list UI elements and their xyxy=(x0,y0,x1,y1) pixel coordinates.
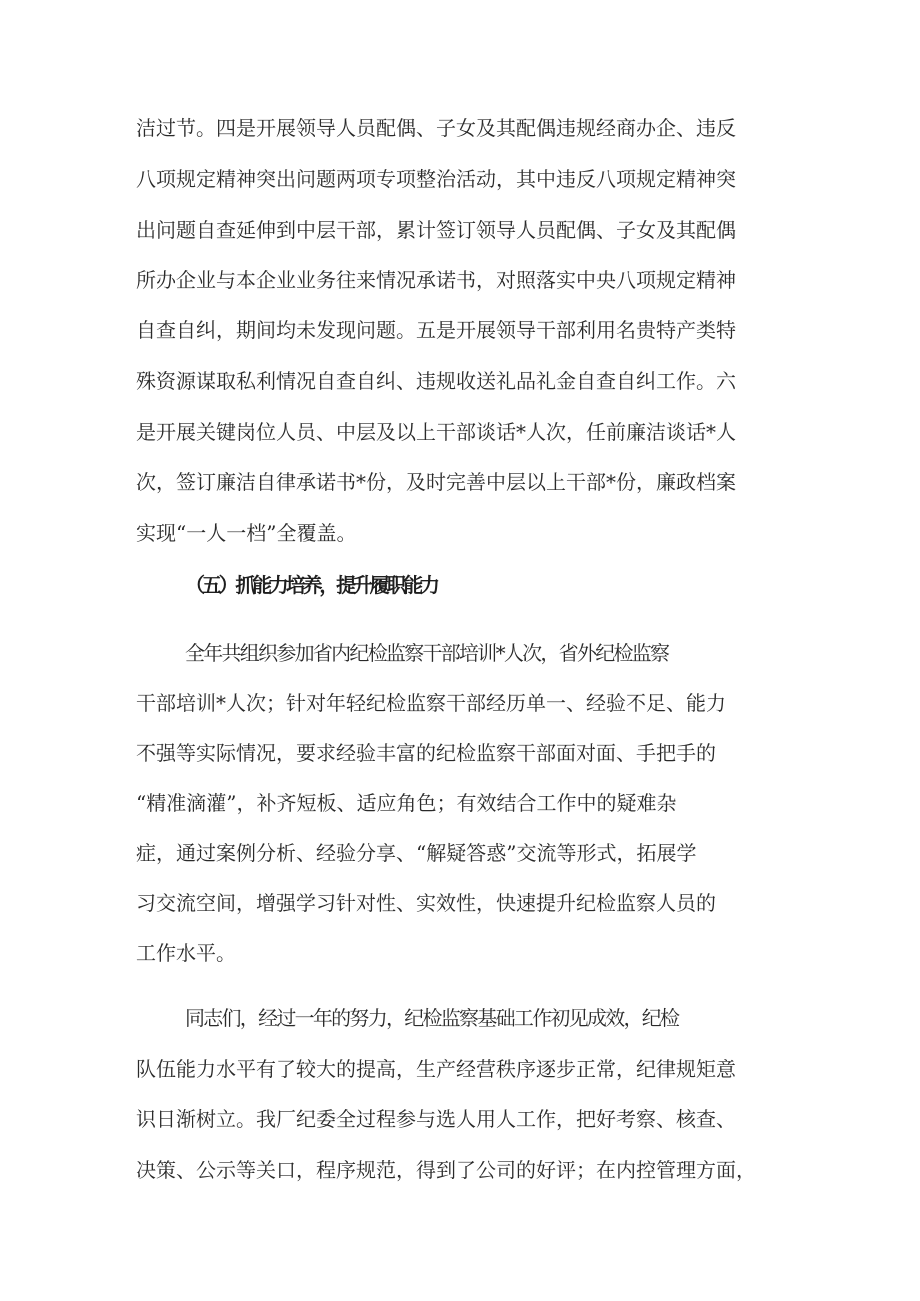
paragraph-1-line: 自查自纠，期间均未发现问题。五是开展领导干部利用名贵特产类特 xyxy=(136,318,736,342)
paragraph-3-line: 识日渐树立。我厂纪委全过程参与选人用人工作，把好考察、核查、 xyxy=(136,1107,736,1131)
paragraph-2-line: 不强等实际情况，要求经验丰富的纪检监察干部面对面、手把手的 xyxy=(136,741,716,765)
section-heading: （五）抓能力培养，提升履职能力 xyxy=(185,573,437,597)
paragraph-1-line: 八项规定精神突出问题两项专项整治活动，其中违反八项规定精神突 xyxy=(136,167,736,191)
paragraph-2-line: 症，通过案例分析、经验分享、“解疑答惑”交流等形式，拓展学 xyxy=(136,841,697,865)
paragraph-1-line: 是开展关键岗位人员、中层及以上干部谈话*人次，任前廉洁谈话*人 xyxy=(136,420,736,444)
paragraph-1-line: 殊资源谋取私利情况自查自纠、违规收送礼品礼金自查自纠工作。六 xyxy=(136,369,736,393)
paragraph-2-line: 习交流空间，增强学习针对性、实效性，快速提升纪检监察人员的 xyxy=(136,891,716,915)
paragraph-1-line: 实现“一人一档”全覆盖。 xyxy=(136,521,357,545)
paragraph-1-line: 洁过节。四是开展领导人员配偶、子女及其配偶违规经商办企、违反 xyxy=(136,116,736,140)
paragraph-3-line: 队伍能力水平有了较大的提高，生产经营秩序逐步正常，纪律规矩意 xyxy=(136,1057,736,1081)
paragraph-1-line: 出问题自查延伸到中层干部，累计签订领导人员配偶、子女及其配偶 xyxy=(136,218,736,242)
paragraph-3-line: 同志们，经过一年的努力，纪检监察基础工作初见成效，纪检 xyxy=(185,1006,679,1030)
paragraph-2-line: 全年共组织参加省内纪检监察干部培训*人次，省外纪检监察 xyxy=(185,641,669,665)
paragraph-2-line: “精准滴灌”，补齐短板、适应角色；有效结合工作中的疑难杂 xyxy=(136,791,677,815)
paragraph-1-line: 所办企业与本企业业务往来情况承诺书，对照落实中央八项规定精神 xyxy=(136,268,736,292)
paragraph-1-line: 次，签订廉洁自律承诺书*份，及时完善中层以上干部*份，廉政档案 xyxy=(136,470,736,494)
paragraph-2-line: 干部培训*人次；针对年轻纪检监察干部经历单一、经验不足、能力 xyxy=(136,691,726,715)
paragraph-3-line: 决策、公示等关口，程序规范，得到了公司的好评；在内控管理方面， xyxy=(136,1158,756,1182)
paragraph-2-line: 工作水平。 xyxy=(136,941,236,965)
